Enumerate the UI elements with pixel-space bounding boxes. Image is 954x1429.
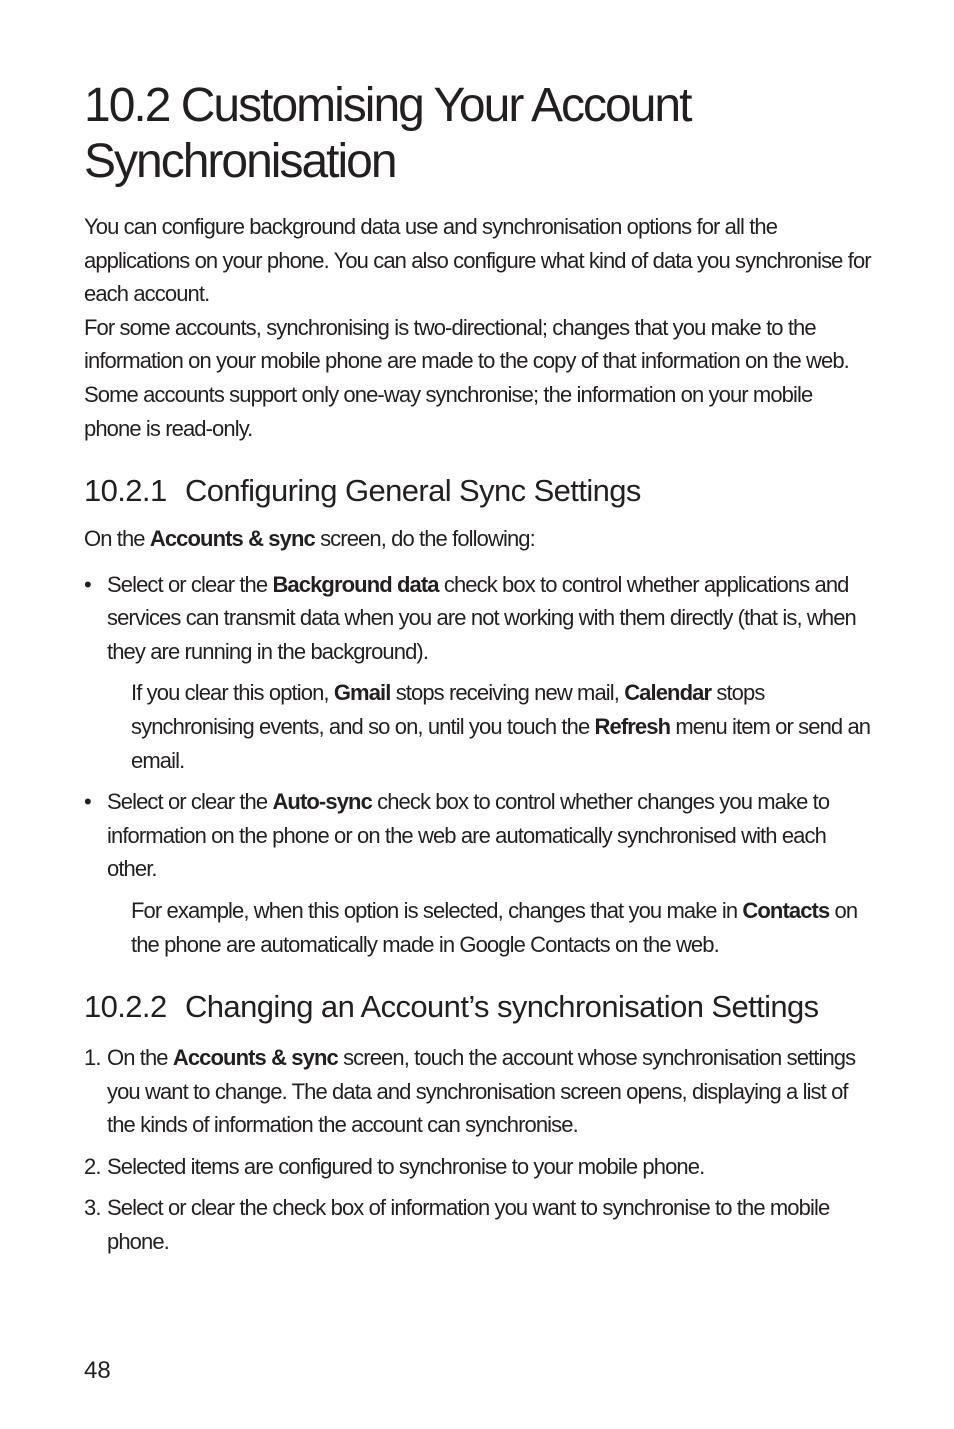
subsection-2-body xyxy=(84,1041,874,1259)
page-number: 48 xyxy=(84,1357,111,1384)
accounts-sync-label: Accounts & sync xyxy=(149,526,315,551)
intro-paragraph-2: For some accounts, synchronising is two-directional; changes that you make to the information on your mobile phone are made to the copy of that information on the web. Some accounts support only one-way synchronise; the information on your mobile phone is read-only. xyxy=(84,314,849,441)
bullet-marker: • xyxy=(84,571,91,597)
section-intro xyxy=(84,210,874,445)
background-data-label: Background data xyxy=(272,571,439,597)
subsection-2-number: 10.2.2 xyxy=(84,989,167,1024)
subsection-1-lead: On the Accounts & sync screen, do the following: xyxy=(84,526,535,551)
auto-sync-label: Auto-sync xyxy=(272,789,372,815)
step-number: 2. xyxy=(84,1153,101,1179)
bullet-background-data: • Select or clear the Background data check box to control whether applications and services can transmit data when you are not working with them directly (that is, when they are running in the background). xyxy=(84,568,874,669)
subsection-1-number: 10.2.1 xyxy=(84,473,167,508)
bullet-auto-sync: • Select or clear the Auto-sync check box to control whether changes you make to information on the phone or on the web are automatically synchronised with each other. xyxy=(84,785,874,886)
step-number: 3. xyxy=(84,1195,101,1221)
auto-sync-note: For example, when this option is selected, changes that you make in Contacts on the phone are automatically made in Google Contacts on the web. xyxy=(131,897,858,957)
intro-paragraph-1: You can configure background data use and synchronisation options for all the applications on your phone. You can also configure what kind of data you synchronise for each account. xyxy=(84,214,871,307)
background-data-note: If you clear this option, Gmail stops receiving new mail, Calendar stops synchronising events, and so on, until you touch the Refresh menu item or send an email. xyxy=(131,680,871,773)
subsection-2-heading xyxy=(84,988,884,1026)
step-number: 1. xyxy=(84,1045,101,1070)
subsection-1-body xyxy=(84,522,874,961)
subsection-1-title: Configuring General Sync Settings xyxy=(185,473,641,508)
step-2: 2. Selected items are configured to synchronise to your mobile phone. xyxy=(84,1150,874,1184)
subsection-2-title: Changing an Account’s synchronisation Settings xyxy=(185,989,819,1024)
section-title: 10.2 Customising Your Account Synchronisation xyxy=(84,79,691,188)
step-3: 3. Select or clear the check box of information you want to synchronise to the mobile phone. xyxy=(84,1191,874,1258)
step-1: 1. On the Accounts & sync screen, touch the account whose synchronisation settings you want to change. The data and synchronisation screen opens, displaying a list of the kinds of information the account can synchronise. xyxy=(84,1041,874,1142)
subsection-1-heading xyxy=(84,472,884,510)
bullet-marker: • xyxy=(84,789,91,815)
